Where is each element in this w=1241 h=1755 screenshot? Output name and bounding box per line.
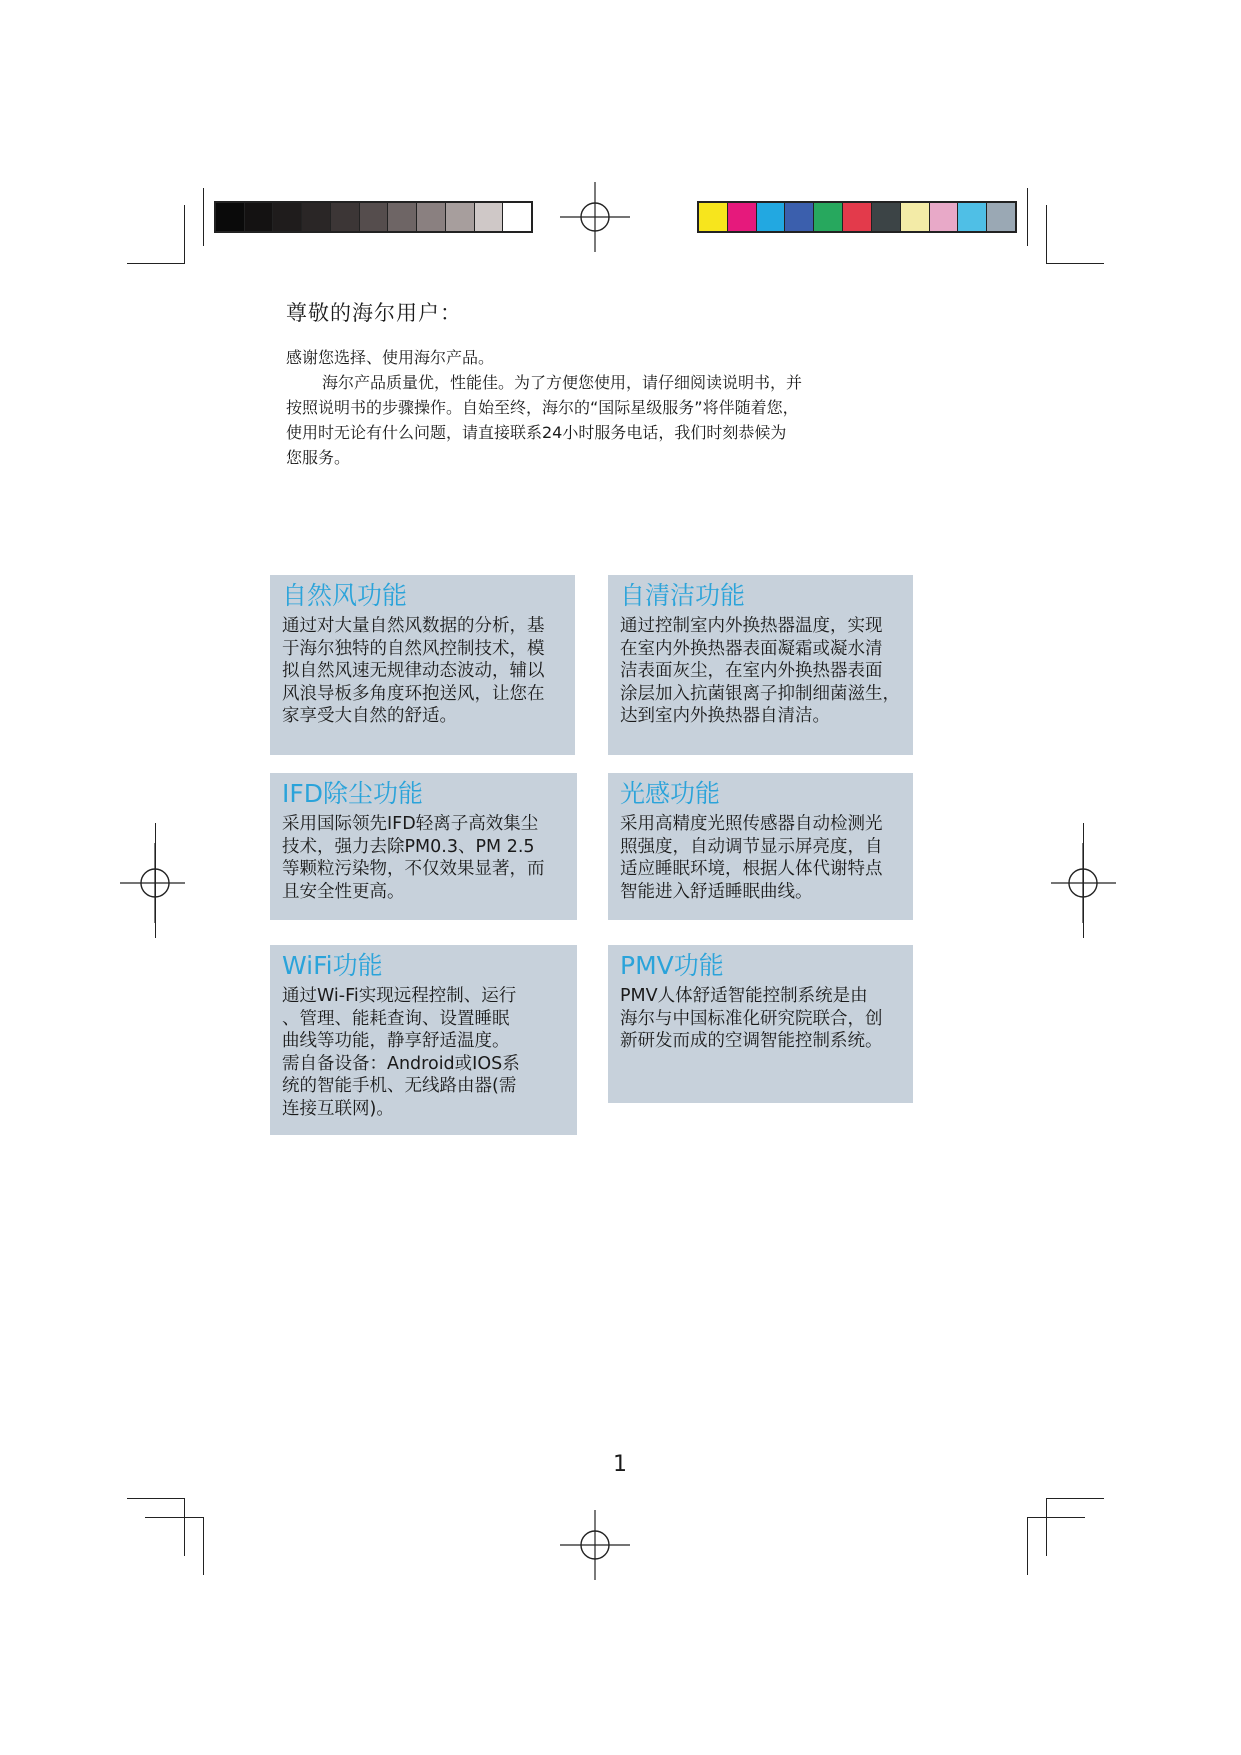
color-swatch bbox=[901, 203, 930, 231]
feature-line: 通过控制室内外换热器温度，实现 bbox=[620, 616, 883, 636]
feature-line: 家享受大自然的舒适。 bbox=[282, 706, 457, 726]
crop-mark bbox=[1046, 1498, 1104, 1499]
intro-line: 感谢您选择、使用海尔产品。 bbox=[286, 348, 495, 367]
gray-swatch bbox=[216, 203, 245, 231]
intro-line: 您服务。 bbox=[286, 448, 351, 467]
crop-mark bbox=[1027, 1517, 1028, 1575]
feature-line: 拟自然风速无规律动态波动，辅以 bbox=[282, 661, 545, 681]
color-swatch bbox=[843, 203, 872, 231]
crop-mark bbox=[203, 1517, 204, 1575]
registration-target-icon bbox=[560, 182, 630, 252]
feature-body bbox=[620, 615, 905, 728]
crop-mark bbox=[1083, 823, 1084, 938]
feature-line: 需自备设备：Android或IOS系 bbox=[282, 1053, 520, 1074]
gray-swatch bbox=[475, 203, 504, 231]
crop-mark bbox=[1027, 188, 1028, 246]
gray-swatch bbox=[245, 203, 274, 231]
feature-title: 光感功能 bbox=[620, 779, 721, 808]
color-swatch bbox=[958, 203, 987, 231]
crop-mark bbox=[1046, 1498, 1047, 1556]
feature-line: 适应睡眠环境，根据人体代谢特点 bbox=[620, 859, 883, 879]
color-swatch bbox=[814, 203, 843, 231]
feature-card-natural-wind bbox=[270, 575, 575, 755]
registration-target-icon bbox=[1046, 843, 1126, 923]
gray-swatch bbox=[446, 203, 475, 231]
gray-swatch bbox=[417, 203, 446, 231]
feature-line: 于海尔独特的自然风控制技术，模 bbox=[282, 638, 545, 659]
feature-card-ifd bbox=[270, 773, 577, 920]
greeting-title: 尊敬的海尔用户： bbox=[286, 301, 462, 325]
feature-line: 通过Wi-Fi实现远程控制、运行 bbox=[282, 986, 517, 1006]
intro-line: 按照说明书的步骤操作。自始至终，海尔的“国际星级服务”将伴随着您， bbox=[286, 398, 799, 417]
crop-mark bbox=[155, 823, 156, 938]
crop-mark bbox=[1027, 1517, 1085, 1518]
gray-swatch bbox=[360, 203, 389, 231]
feature-line: 曲线等功能，静享舒适温度。 bbox=[282, 1031, 510, 1051]
crop-mark bbox=[1046, 205, 1047, 263]
gray-swatch bbox=[302, 203, 331, 231]
color-swatch bbox=[872, 203, 901, 231]
color-swatch bbox=[728, 203, 757, 231]
feature-title: IFD除尘功能 bbox=[282, 779, 424, 808]
feature-title: PMV功能 bbox=[620, 951, 724, 980]
feature-body bbox=[282, 985, 569, 1120]
crop-mark bbox=[1046, 263, 1104, 264]
page-number: 1 bbox=[613, 1452, 627, 1477]
feature-line: 统的智能手机、无线路由器(需 bbox=[282, 1076, 517, 1096]
feature-line: 技术，强力去除PM0.3、PM 2.5 bbox=[282, 836, 535, 857]
feature-line: PMV人体舒适智能控制系统是由 bbox=[620, 986, 868, 1006]
feature-line: 采用高精度光照传感器自动检测光 bbox=[620, 814, 883, 834]
feature-line: 新研发而成的空调智能控制系统。 bbox=[620, 1031, 883, 1051]
feature-line: 洁表面灰尘，在室内外换热器表面 bbox=[620, 661, 883, 681]
intro-line: 海尔产品质量优，性能佳。为了方便您使用，请仔细阅读说明书，并 bbox=[322, 373, 803, 392]
feature-line: 、管理、能耗查询、设置睡眠 bbox=[282, 1008, 510, 1029]
feature-line: 采用国际领先IFD轻离子高效集尘 bbox=[282, 814, 539, 834]
feature-card-pmv bbox=[608, 945, 913, 1103]
feature-line: 连接互联网)。 bbox=[282, 1098, 394, 1119]
feature-line: 涂层加入抗菌银离子抑制细菌滋生， bbox=[620, 683, 900, 704]
color-swatch bbox=[785, 203, 814, 231]
crop-mark bbox=[184, 205, 185, 263]
feature-title: 自然风功能 bbox=[282, 581, 408, 610]
color-swatch bbox=[930, 203, 959, 231]
crop-mark bbox=[203, 188, 204, 246]
feature-card-wifi bbox=[270, 945, 577, 1135]
color-swatch bbox=[987, 203, 1015, 231]
feature-line: 且安全性更高。 bbox=[282, 881, 405, 902]
feature-card-self-clean bbox=[608, 575, 913, 755]
feature-body bbox=[620, 813, 905, 903]
gray-swatch bbox=[331, 203, 360, 231]
crop-mark bbox=[184, 1498, 185, 1556]
intro-line: 使用时无论有什么问题，请直接联系24小时服务电话，我们时刻恭候为 bbox=[286, 423, 787, 442]
feature-line: 智能进入舒适睡眠曲线。 bbox=[620, 881, 813, 902]
feature-body bbox=[620, 985, 905, 1053]
crop-mark bbox=[145, 1517, 203, 1518]
crop-mark bbox=[127, 1498, 185, 1499]
feature-card-light-sense bbox=[608, 773, 913, 920]
feature-line: 通过对大量自然风数据的分析，基 bbox=[282, 616, 545, 636]
color-swatch bbox=[699, 203, 728, 231]
crop-mark bbox=[127, 263, 185, 264]
color-swatch bbox=[757, 203, 786, 231]
gray-swatch bbox=[388, 203, 417, 231]
feature-line: 海尔与中国标准化研究院联合，创 bbox=[620, 1008, 883, 1029]
grayscale-color-bar bbox=[214, 201, 533, 233]
feature-body bbox=[282, 813, 569, 903]
feature-line: 照强度，自动调节显示屏亮度，自 bbox=[620, 836, 883, 857]
feature-title: WiFi功能 bbox=[282, 951, 383, 980]
feature-title: 自清洁功能 bbox=[620, 581, 746, 610]
registration-target-icon bbox=[560, 1510, 630, 1580]
feature-line: 达到室内外换热器自清洁。 bbox=[620, 706, 830, 726]
feature-line: 风浪导板多角度环抱送风，让您在 bbox=[282, 683, 545, 704]
feature-line: 等颗粒污染物，不仅效果显著，而 bbox=[282, 859, 545, 879]
gray-swatch bbox=[503, 203, 531, 231]
registration-target-icon bbox=[120, 843, 200, 923]
process-color-bar bbox=[697, 201, 1017, 233]
gray-swatch bbox=[273, 203, 302, 231]
feature-body bbox=[282, 615, 567, 728]
feature-line: 在室内外换热器表面凝霜或凝水清 bbox=[620, 638, 883, 659]
intro-text bbox=[286, 345, 906, 470]
